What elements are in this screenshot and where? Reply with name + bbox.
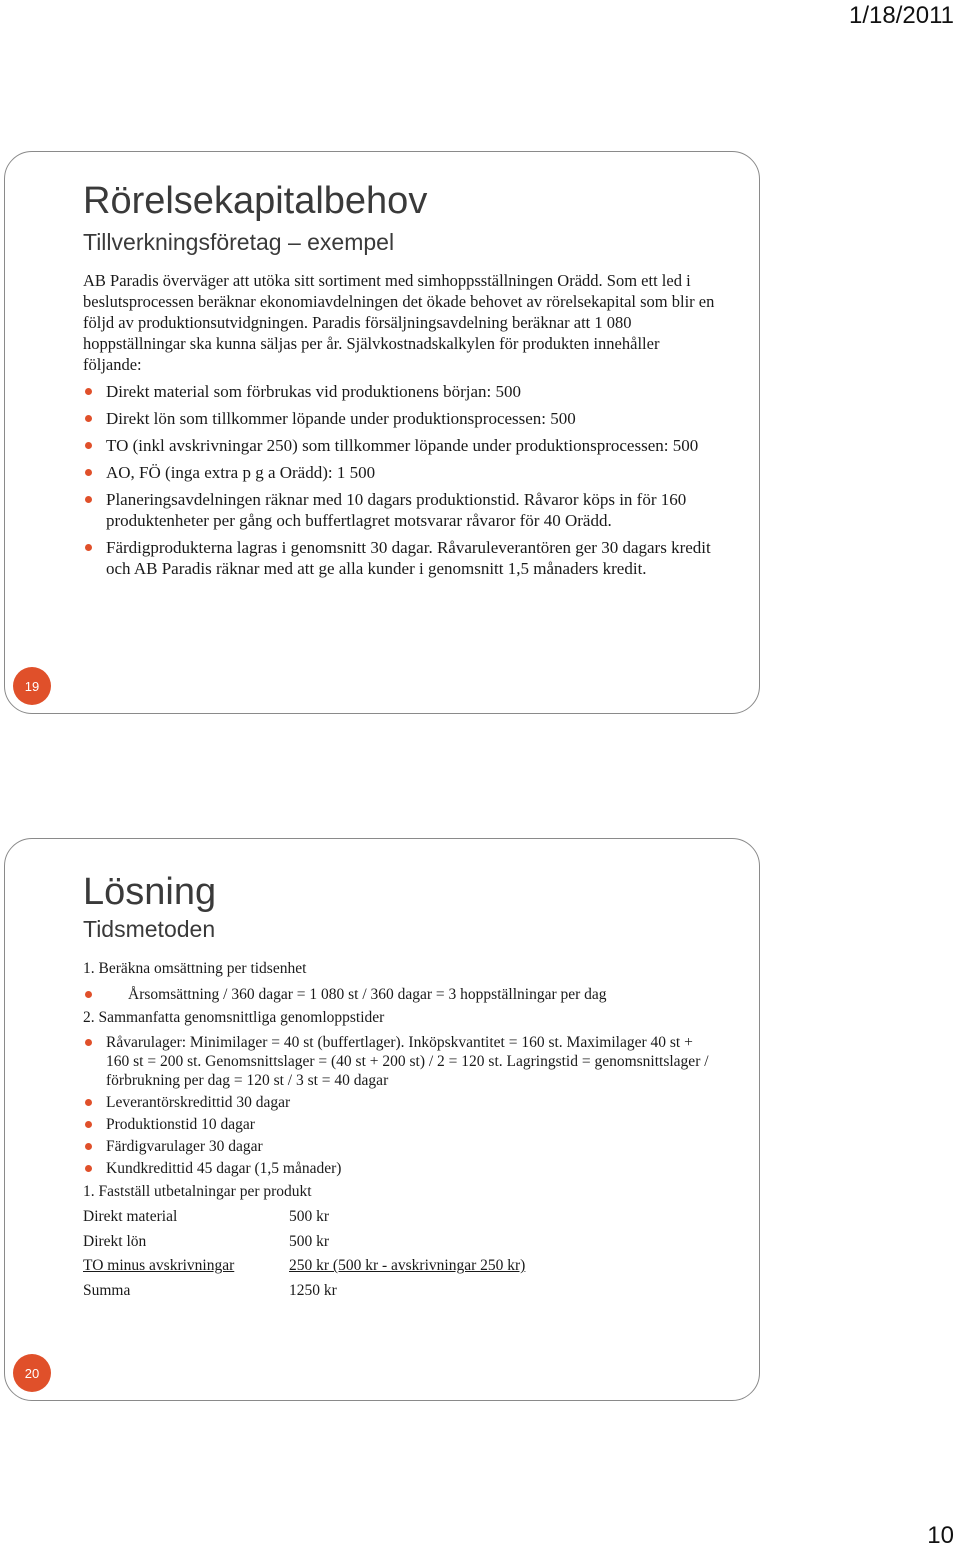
cost-value: 500 kr [289, 1232, 330, 1250]
list-item: Planeringsavdelningen räknar med 10 dagars produktionstid. Råvaror köps in för 160 produktenheter per gång och buffertlagret motsvarar råvaror för 40 Orädd. [83, 489, 715, 531]
list-item: Produktionstid 10 dagar [83, 1115, 715, 1134]
step-heading: 1. Beräkna omsättning per tidsenhet [83, 960, 307, 977]
bullet-list [83, 985, 715, 1004]
cost-label: Direkt material [83, 1208, 178, 1226]
cost-table [83, 1205, 525, 1303]
cost-label: Direkt lön [83, 1232, 147, 1250]
bullet-icon [85, 415, 92, 422]
slide-number-badge: 19 [13, 667, 51, 705]
page-number: 10 [927, 1522, 954, 1549]
list-item: Direkt material som förbrukas vid produktionens början: 500 [83, 381, 715, 402]
bullet-icon [85, 496, 92, 503]
bullet-icon [85, 991, 92, 998]
slide-number-badge: 20 [13, 1354, 51, 1392]
list-item: Kundkredittid 45 dagar (1,5 månader) [83, 1159, 715, 1178]
header-date: 1/18/2011 [849, 2, 954, 29]
list-item: Färdigprodukterna lagras i genomsnitt 30 dagar. Råvaruleverantören ger 30 dagars kredit och AB Paradis räknar med att ge alla kunder i genomsnitt 1,5 månaders kredit. [83, 537, 715, 579]
bullet-list [83, 381, 715, 579]
slide-title: Rörelsekapitalbehov [83, 180, 428, 222]
cost-label: Summa [83, 1281, 131, 1299]
list-item: Färdigvarulager 30 dagar [83, 1137, 715, 1156]
table-row [83, 1205, 525, 1230]
list-item: TO (inkl avskrivningar 250) som tillkommer löpande under produktionsprocessen: 500 [83, 435, 715, 456]
cost-label: TO minus avskrivningar [83, 1257, 235, 1275]
step-heading: 2. Sammanfatta genomsnittliga genomloppstider [83, 1008, 385, 1026]
step-heading: 1. Fastställ utbetalningar per produkt [83, 1183, 312, 1201]
bullet-icon [85, 1165, 92, 1172]
bullet-icon [85, 442, 92, 449]
slide-body [83, 957, 715, 1303]
bullet-icon [85, 469, 92, 476]
cost-value: 500 kr [289, 1208, 330, 1226]
slide-subtitle: Tidsmetoden [83, 916, 216, 942]
list-item: AO, FÖ (inga extra p g a Orädd): 1 500 [83, 462, 715, 483]
bullet-list [83, 1033, 715, 1178]
table-row [83, 1229, 525, 1254]
list-item: Leverantörskredittid 30 dagar [83, 1093, 715, 1112]
bullet-icon [85, 1039, 92, 1046]
bullet-icon [85, 388, 92, 395]
cost-value: 250 kr (500 kr - avskrivningar 250 kr) [289, 1257, 526, 1275]
intro-paragraph: AB Paradis överväger att utöka sitt sortiment med simhoppsställningen Orädd. Som ett led i beslutsprocessen beräknar ekonomiavdelningen det ökade behovet av rörelsekapital som blir en följd av produktionsutvidgningen. Paradis försäljningsavdelning beräknar att 1 080 hoppställningar ska kunna säljas per år. Självkostnadskalkylen för produkten innehåller följande: [83, 271, 715, 374]
list-item: Årsomsättning / 360 dagar = 1 080 st / 360 dagar = 3 hoppställningar per dag [83, 985, 715, 1004]
bullet-icon [85, 544, 92, 551]
bullet-icon [85, 1099, 92, 1106]
slide-title: Lösning [83, 871, 217, 913]
list-item: Direkt lön som tillkommer löpande under produktionsprocessen: 500 [83, 408, 715, 429]
bullet-icon [85, 1121, 92, 1128]
slide-20 [4, 838, 760, 1401]
list-item: Råvarulager: Minimilager = 40 st (buffertlager). Inköpskvantitet = 160 st. Maximilager 40 st + 160 st = 200 st. Genomsnittslager = (40 st + 200 st) / 2 = 120 st. Lagringstid = genomsnittslager / förbrukning per dag = 120 st / 3 st = 40 dagar [83, 1033, 715, 1090]
slide-body [83, 270, 715, 579]
table-row [83, 1279, 525, 1304]
cost-value: 1250 kr [289, 1281, 337, 1299]
bullet-icon [85, 1143, 92, 1150]
table-row [83, 1254, 525, 1279]
slide-19 [4, 151, 760, 714]
slide-subtitle: Tillverkningsföretag – exempel [83, 229, 395, 255]
